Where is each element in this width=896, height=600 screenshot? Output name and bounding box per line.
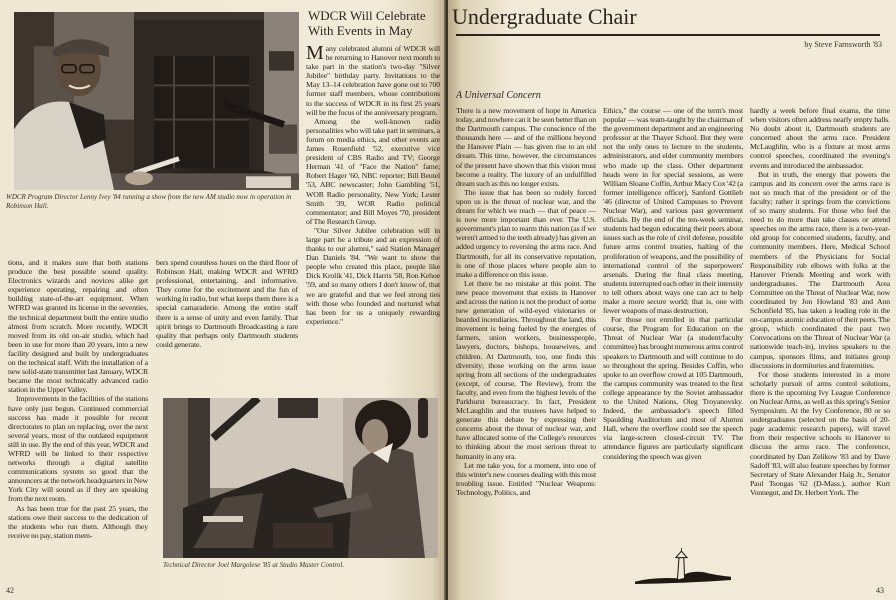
photo-program-director-image [14, 12, 299, 190]
section-subhead: A Universal Concern [456, 90, 541, 101]
left-column-2 [156, 258, 298, 349]
paragraph: As has been true for the past 25 years, the stations owe their success to the dedication of the students who run them. Although they receive no pay, station mem- [8, 503, 148, 540]
paragraph: Let there be no mistake at this point. The new peace movement that exists in Hanover and across the nation is not the product of some new generation of wild-eyed visionaries or bearded incendiaries. Throughout the land, this movement is being fueled by the energies of farmers, union workers, businesspeople, lawyers, doctors, bishops, housewives, and children. At Dartmouth, too, one finds this diversity; those working on the arms issue spring from all sections of the undergraduates (except, of course, The Review), from the faculty, and even from the highest levels of the Parkhurst bureaucracy. In fact, President McLaughlin and the trustees have helped to generate this debate by expressing their concerns about the threat of nuclear war, and have allocated some of the College's resources to thinking about the most serious threat to humanity in any era. [456, 278, 596, 461]
right-column-1 [456, 106, 596, 497]
paragraph: "Our Silver Jubilee celebration will in large part be a tribute and an expression of thanks to our alumni," said Station Manager Dan Daniels '84. "We want to show the people who created this place, people like Dick Krolik '41, Dick Harris '58, Ron Kehoe '59, and so many others I don't know of, that we are grateful and that we feel strong ties with those who founded and nurtured what has been for us a uniquely rewarding experience." [306, 225, 440, 326]
right-column-3 [750, 106, 890, 497]
paragraph: bers spend countless hours on the third floor of Robinson Hall, making WDCR and WFRD professional, entertaining, and informative. They come for the excitement and the fun of working in radio, but what keeps them there is a special camaraderie. Among the entire staff there is a sense of unity and even family. That spirit brings to Dartmouth Broadcasting a rare quality that perhaps only Dartmouth students could generate. [156, 258, 298, 349]
right-column-2 [603, 106, 743, 461]
paragraph: For those students interested in a more scholarly pursuit of arms control solutions, there is the upcoming Ivy League Conference on Nuclear Arms, as well as this spring's Senior Symposium. At the Ivy Conference, 80 or so undergraduates (selected on the basis of 20-page academic research papers), will travel from their respective schools to Hanover to discuss the arms race. The conference, coordinated by Dan Zelikow '83 and by Dave Sadoff '83, will also feature speeches by former Secretary of State Alexander Haig Jr., Senator Paul Tsongas '62 (D-Mass.), author Kurt Vonnegut, and Dr. Herbert York. The [750, 369, 890, 497]
right-page [448, 0, 896, 600]
sidebar-body [306, 44, 440, 326]
left-column-1 [8, 258, 148, 540]
photo-caption-bottom: Technical Director Joel Margolese '85 at Studio Master Control. [163, 561, 345, 569]
page-number-left: 42 [6, 586, 14, 595]
left-page [0, 0, 446, 600]
sidebar-headline: WDCR Will Celebrate With Events in May [308, 8, 426, 38]
paragraph: tions, and it makes sure that both stations produce the best possible sound quality. Electronics wizards and novices alike get experience operating, repairing and often building state-of-the-art equipment. When WFRD was granted its license in the seventies, the technical department built the entire studio almost from scratch. More recently, WDCR moved from its old on-air studio, which had been in use for more than 20 years, into a new facility designed and built by undergraduates on the technical staff. With the installation of a new solid-state transmitter last January, WDCR became the most technically advanced radio station in the Upper Valley. [8, 258, 148, 395]
paragraph: Improvements in the facilities of the stations have only just begun. Continued commercial success has made it possible for recent directorates to plan on replacing, over the next several years, most of the outdated equipment still in use. By the end of this year, WDCR and WFRD will be linked to their respective networks through a digital satellite communications system so good that the announcers at the network headquarters in New York City will sound as if they are speaking from the next room. [8, 394, 148, 504]
photo-caption-top: WDCR Program Director Lenny Ivey '84 running a show from the new AM studio now in operation in Robinson Hall. [6, 193, 292, 210]
photo-technical-director-image [163, 398, 438, 558]
paragraph: There is a new movement of hope in America today, and nowhere can it be seen better than on the Dartmouth campus. The conscience of the thousands here — and of the millions beyond the Hanover Plain — has given rise to an old dream. This time, however, the circumstances of the present have shown that this vision must become a reality. The luxury of an unfulfilled dream such as this no longer exists. [456, 106, 596, 188]
paragraph: For those not enrolled in that particular course, the Program for Education on the Threat of Nuclear War (a student/faculty committee) has brought numerous arms control speakers to Dartmouth and will continue to do so throughout the spring. Besides Coffin, who spoke to an overflow crowd at 105 Dartmouth, the campus community was treated to the first college appearance by the Soviet ambassador to the United Nations, Oleg Troyanovsky. Indeed, the ambassador's speech filled Spaulding Auditorium and most of Alumni Hall, where the overflow could see the speech via large-screen closed-circuit TV. The attendance figures are particularly significant considering the speech was given [603, 315, 743, 461]
drop-cap: M [306, 42, 324, 64]
paragraph: But in truth, the energy that powers the campus and its concern over the arms race is not so much that of the president or of the faculty; rather it springs from the convictions of so many students. For those who feel the need to do more than take classes or attend speeches on the arms race, there is a two-year-old group for concerned students, faculty, and community members. Here, Medical School members of the Physicians for Social Responsibility rub elbows with folks at the Hanover Friends Meeting and work with undergraduates. The Dartmouth Area Committee on the Threat of Nuclear War, now coordinated by Jon Howland '83 and Ann Schonfield '85, has taken a leading role in the on-campus atomic education of their peers. The group, which coordinated the past two Convocations on the Threat of Nuclear War (a nationwide teach-in), invites speakers to the campus, sponsors films, and initiates group discussions in dormitories and fraternities. [750, 169, 890, 370]
photo-program-director [14, 12, 299, 190]
paragraph: Ethics," the course — one of the term's most popular — was team-taught by the chairman of the government department and an engineering professor at the Thayer School. But they were not the only ones to lecture to the students, administrators, and elder community members who made up the class. Other department heads were in for special sessions, as were William Sloane Coffin, Arthur Macy Cox '42 (a former intelligence officer), Sanford Gottlieb '46 (director of United Campuses to Prevent Nuclear War), and various past government officials. By the end of the ten-week seminar, students had begun educating their peers about issues such as the role of civil defense, possible future arms control treaties, halting of the proliferation of weapons, and the possibility of international control of the superpowers' arsenals. During the final class meeting, students interrupted each other in their intensity to tell others about ways one can act to help make a more secure world; that is, one with fewer weapons of mass destruction. [603, 106, 743, 316]
paragraph: Let me take you, for a moment, into one of this winter's new courses dealing with this most troubling issue. Entitled "Nuclear Weapons: Technology, Politics, and [456, 460, 596, 497]
article-title: Undergraduate Chair [452, 4, 637, 29]
title-rule [456, 34, 880, 36]
paragraph: The issue that has been so rudely forced upon us is the threat of nuclear war, and the dream for which we reach — that of peace — is now more important than ever. The U.S. government's plan to rearm this nation (as if we weren't armed to the teeth already) has given an added urgency to reversing the arms race. And Dartmouth, for all its conservative reputation, is one of those places where people aim to make a difference on this issue. [456, 187, 596, 279]
photo-technical-director [163, 398, 438, 558]
byline: by Steve Farnsworth '83 [804, 40, 882, 49]
baker-tower-illustration [618, 548, 748, 588]
paragraph [306, 44, 440, 117]
paragraph-text: any celebrated alumni of WDCR will be returning to Hanover next month to take part in the station's two-day "Silver Jubilee" birthday party. Invitations to the May 13–14 celebration have gone out to 700 former staff members, whose contributions to the success of WDCR in its first 25 years will be the focus of the anniversary program. [306, 44, 440, 117]
page-number-right: 43 [876, 586, 884, 595]
tower-icon [618, 548, 748, 588]
paragraph: hardly a week before final exams, the time when visitors often address nearly empty halls. No doubt about it, Dartmouth students are concerned about the arms race. President McLaughlin, who is a fixture at most arms control speeches, coordinated the evening's events and introduced the ambassador. [750, 106, 890, 170]
paragraph: Among the well-known radio personalities who will take part in seminars, a forum on media ethics, and other events are James Rosenfield '52, executive vice president of CBS Radio and TV; George Herman '41 of "Face the Nation" fame; Robert Hager '60, NBC reporter; Bill Beutel '53, ABC newscaster; John Gambling '51, WOR Radio personality, New York; Lester Smith '39, WOR Radio political commentator; and Bill Moyes '70, president of The Research Group. [306, 116, 440, 226]
